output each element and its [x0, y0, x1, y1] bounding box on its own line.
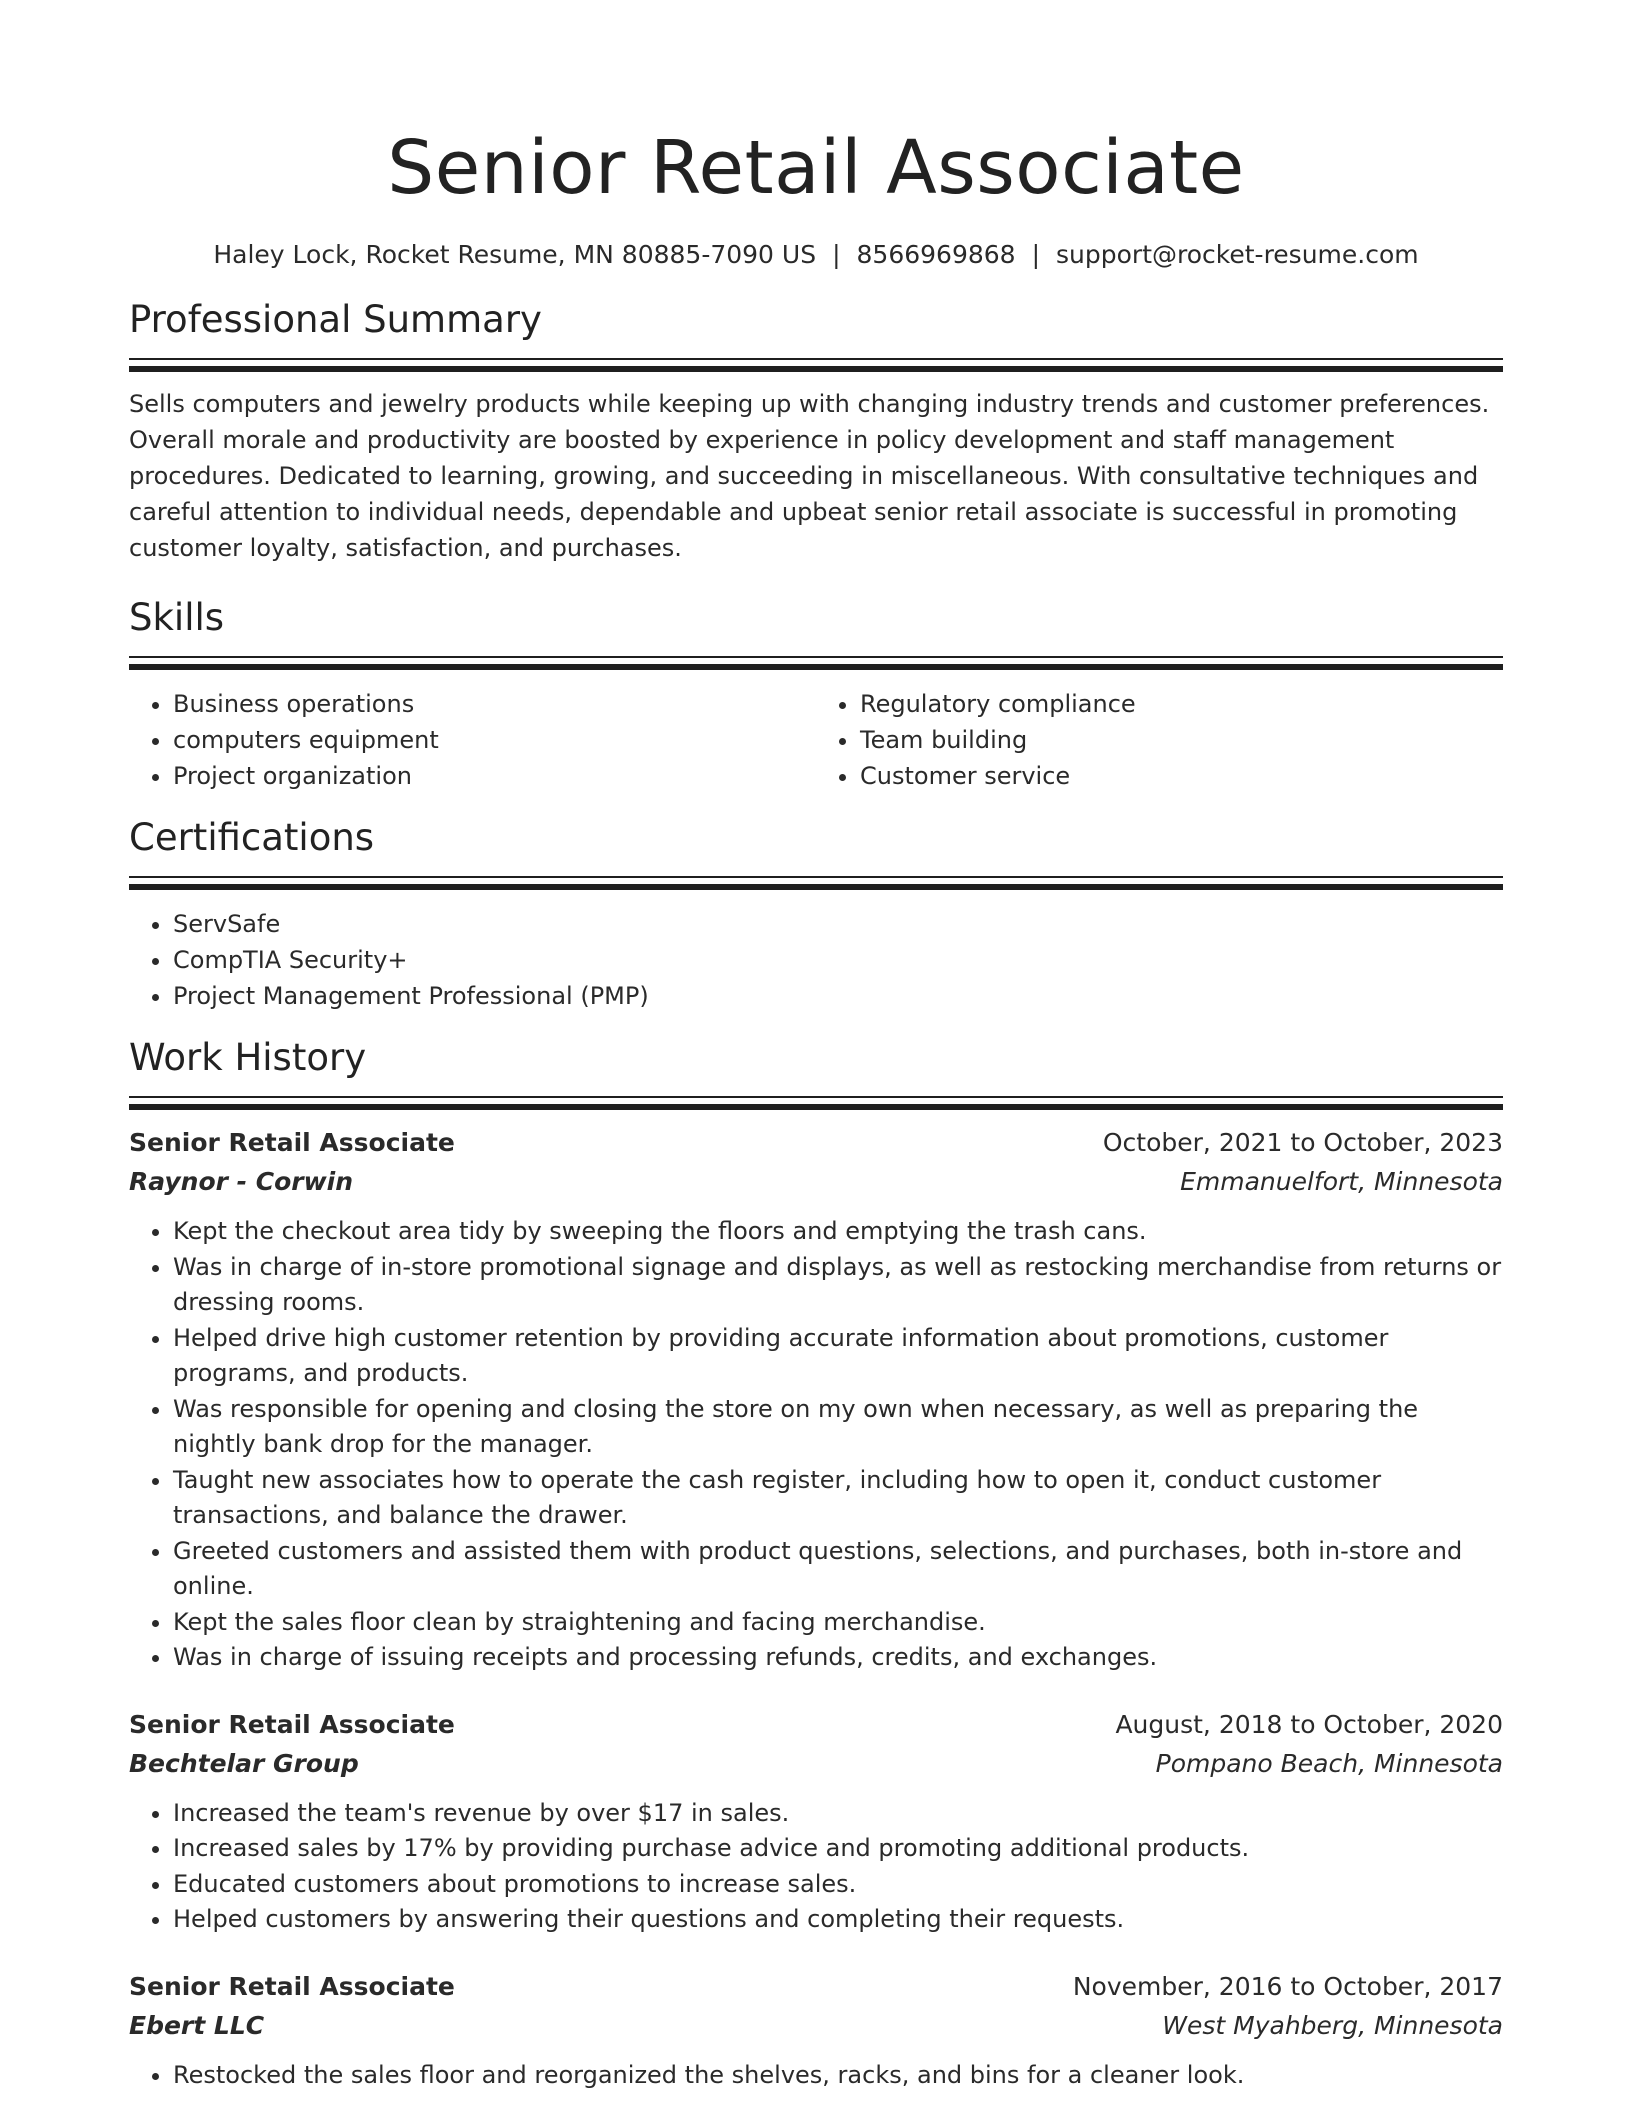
summary-heading: Professional Summary — [129, 298, 542, 341]
job-dates: November, 2016 to October, 2017 — [1072, 1971, 1503, 2001]
job-company: Raynor - Corwin — [129, 1167, 354, 1196]
work-history-heading: Work History — [129, 1036, 367, 1079]
job-location: West Myahberg, Minnesota — [1162, 2010, 1503, 2040]
job-subheader — [129, 2006, 1503, 2046]
job-dates: October, 2021 to October, 2023 — [1102, 1128, 1503, 1157]
section-divider-thick — [129, 1104, 1503, 1110]
summary-section — [129, 296, 1503, 566]
job-title: Senior Retail Associate — [129, 1709, 455, 1739]
job-entry — [129, 1706, 1503, 1938]
certification-item: • ServSafe — [173, 906, 1503, 942]
summary-text: Sells computers and jewelry products while keeping up with changing industry trends and customer preferences. Overall morale and productivity are boosted by experience in policy development and staff management procedures. Dedicated to learning, growing, and succeeding in miscellaneous. With consultative techniques and careful attention to individual needs, dependable and upbeat senior retail associate is successful in promoting customer loyalty, satisfaction, and purchases. — [129, 390, 1490, 562]
skills-list-left — [129, 686, 816, 794]
section-divider-thick — [129, 884, 1503, 890]
skills-list-right — [816, 686, 1503, 794]
section-divider — [129, 358, 1503, 360]
skill-item: • computers equipment — [173, 722, 816, 758]
skills-heading: Skills — [129, 596, 225, 639]
job-bullet: • Kept the sales floor clean by straightening and facing merchandise. — [173, 1605, 1503, 1641]
work-history-section — [129, 1034, 1503, 2093]
job-company: Ebert LLC — [129, 2010, 265, 2040]
job-bullet: • Helped drive high customer retention by providing accurate information about promotions, customer programs, and products. — [173, 1321, 1503, 1392]
certification-item: • CompTIA Security+ — [173, 942, 1503, 978]
job-header — [129, 1124, 1503, 1162]
job-bullet: • Increased sales by 17% by providing purchase advice and promoting additional products. — [173, 1831, 1503, 1867]
job-title: Senior Retail Associate — [129, 1128, 455, 1157]
job-bullet: • Was in charge of issuing receipts and processing refunds, credits, and exchanges. — [173, 1640, 1503, 1676]
job-entry — [129, 1968, 1503, 2094]
contact-line — [129, 238, 1503, 272]
section-divider-thick — [129, 664, 1503, 670]
job-header — [129, 1968, 1503, 2006]
job-header — [129, 1706, 1503, 1744]
contact-email: support@rocket-resume.com — [1056, 240, 1419, 269]
job-subheader — [129, 1162, 1503, 1202]
certifications-list — [129, 906, 1503, 1014]
job-company: Bechtelar Group — [129, 1748, 359, 1778]
skill-item: • Customer service — [860, 758, 1503, 794]
job-dates: August, 2018 to October, 2020 — [1115, 1709, 1503, 1739]
section-divider — [129, 1096, 1503, 1098]
job-bullets — [129, 1796, 1503, 1938]
section-divider-thick — [129, 366, 1503, 372]
page-title: Senior Retail Associate — [387, 125, 1245, 211]
job-bullet: • Helped customers by answering their questions and completing their requests. — [173, 1902, 1503, 1938]
job-bullets — [129, 1214, 1503, 1676]
certifications-heading: Certifications — [129, 816, 375, 859]
job-subheader — [129, 1744, 1503, 1784]
contact-separator: | — [832, 240, 841, 269]
section-divider — [129, 656, 1503, 658]
job-bullet: • Greeted customers and assisted them with product questions, selections, and purchases, both in-store and online. — [173, 1534, 1503, 1605]
job-bullet: • Educated customers about promotions to increase sales. — [173, 1867, 1503, 1903]
job-bullet: • Was responsible for opening and closing the store on my own when necessary, as well as preparing the nightly bank drop for the manager. — [173, 1392, 1503, 1463]
certification-item: • Project Management Professional (PMP) — [173, 978, 1503, 1014]
skills-grid — [129, 686, 1503, 794]
contact-phone: 8566969868 — [856, 240, 1016, 269]
job-bullet: • Was in charge of in-store promotional signage and displays, as well as restocking merchandise from returns or dressing rooms. — [173, 1250, 1503, 1321]
job-title: Senior Retail Associate — [129, 1971, 455, 2001]
skill-item: • Team building — [860, 722, 1503, 758]
contact-address: Haley Lock, Rocket Resume, MN 80885-7090 US — [213, 240, 817, 269]
job-bullets — [129, 2058, 1503, 2094]
skill-item: • Regulatory compliance — [860, 686, 1503, 722]
section-divider — [129, 876, 1503, 878]
job-bullet: • Kept the checkout area tidy by sweeping the floors and emptying the trash cans. — [173, 1214, 1503, 1250]
job-location: Emmanuelfort, Minnesota — [1180, 1167, 1503, 1196]
skill-item: • Business operations — [173, 686, 816, 722]
job-location: Pompano Beach, Minnesota — [1155, 1748, 1503, 1778]
job-entry — [129, 1124, 1503, 1676]
skill-item: • Project organization — [173, 758, 816, 794]
certifications-section — [129, 814, 1503, 1014]
job-bullet: • Increased the team's revenue by over $17 in sales. — [173, 1796, 1503, 1832]
job-bullet: • Restocked the sales floor and reorganized the shelves, racks, and bins for a cleaner look. — [173, 2058, 1503, 2094]
skills-section — [129, 594, 1503, 794]
job-bullet: • Taught new associates how to operate the cash register, including how to open it, conduct customer transactions, and balance the drawer. — [173, 1463, 1503, 1534]
contact-separator: | — [1031, 240, 1041, 269]
